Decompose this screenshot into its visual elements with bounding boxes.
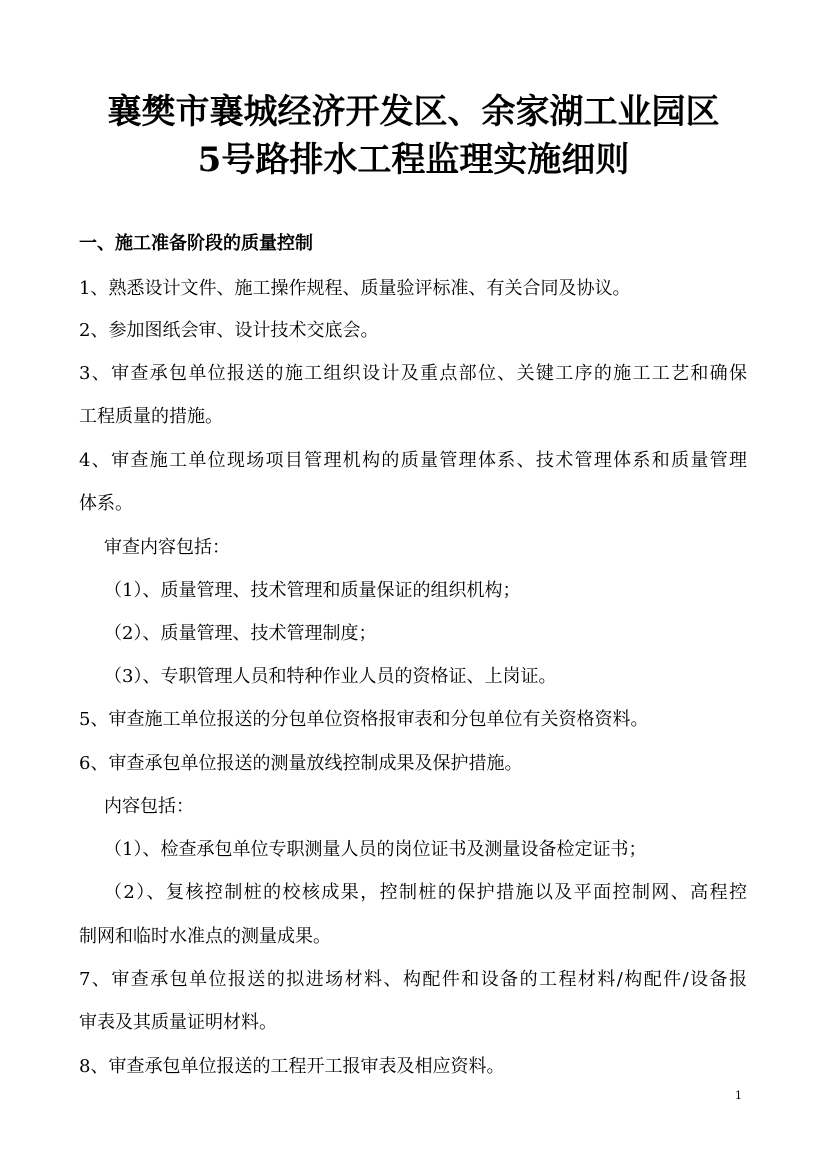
paragraph-line: 1、熟悉设计文件、施工操作规程、质量验评标准、有关合同及协议。 [79, 278, 631, 299]
section-heading: 一、施工准备阶段的质量控制 [79, 233, 313, 254]
list-item: （1）、质量管理、技术管理和质量保证的组织机构； [104, 580, 521, 601]
paragraph-line: 审查内容包括： [104, 537, 230, 558]
page-number: 1 [735, 1089, 742, 1102]
document-title-line-1: 襄樊市襄城经济开发区、余家湖工业园区 [107, 92, 720, 132]
paragraph-line: 2、参加图纸会审、设计技术交底会。 [79, 320, 379, 341]
document-title-line-2: 5号路排水工程监理实施细则 [197, 140, 630, 180]
paragraph-line: 7、审查承包单位报送的拟进场材料、构配件和设备的工程材料/构配件/设备报 [79, 969, 747, 990]
paragraph-line: 4、审查施工单位现场项目管理机构的质量管理体系、技术管理体系和质量管理 [79, 450, 747, 471]
paragraph-line: 体系。 [79, 493, 133, 514]
list-item: （2）、复核控制桩的校核成果，控制桩的保护措施以及平面控制网、高程控 [104, 882, 747, 903]
paragraph-line: 5、审查施工单位报送的分包单位资格报审表和分包单位有关资格资料。 [79, 709, 649, 730]
paragraph-line: 3、审查承包单位报送的施工组织设计及重点部位、关键工序的施工工艺和确保 [79, 363, 747, 384]
paragraph-line: 6、审查承包单位报送的测量放线控制成果及保护措施。 [79, 753, 523, 774]
paragraph-line: 内容包括： [104, 796, 194, 817]
list-item: （1）、检查承包单位专职测量人员的岗位证书及测量设备检定证书； [104, 839, 647, 860]
paragraph-line: 审表及其质量证明材料。 [79, 1012, 277, 1033]
list-item: （2）、质量管理、技术管理制度； [104, 623, 377, 644]
paragraph-line: 8、审查承包单位报送的工程开工报审表及相应资料。 [79, 1056, 505, 1077]
paragraph-line: 工程质量的措施。 [79, 406, 223, 427]
list-item: （3）、专职管理人员和特种作业人员的资格证、上岗证。 [104, 666, 557, 687]
paragraph-line: 制网和临时水准点的测量成果。 [79, 926, 331, 947]
